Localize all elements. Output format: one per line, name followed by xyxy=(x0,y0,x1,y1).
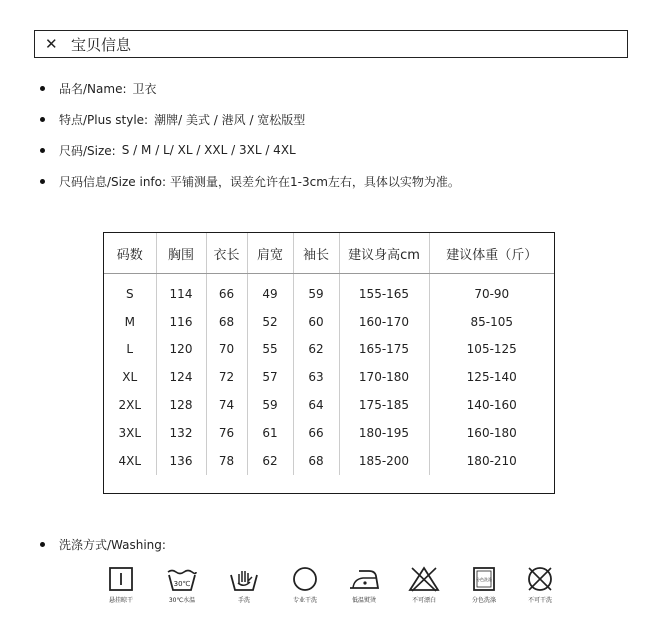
table-cell: 85-105 xyxy=(470,314,513,329)
hand-wash-icon xyxy=(228,566,260,592)
iron-low-icon xyxy=(347,566,381,592)
table-cell: 132 xyxy=(156,419,206,447)
col-header-weight: 建议体重（斤） xyxy=(429,233,554,274)
table-cell: 78 xyxy=(206,447,247,475)
table-cell: 175-185 xyxy=(339,391,429,419)
dry-clean-icon xyxy=(291,566,319,592)
table-cell: 136 xyxy=(156,447,206,475)
table-row xyxy=(104,447,554,475)
care-label: 不可干洗 xyxy=(527,597,552,604)
care-label: 不可漂白 xyxy=(411,597,436,604)
hang-dry-icon xyxy=(107,566,135,592)
table-cell: 60 xyxy=(293,308,339,336)
table-cell: 66 xyxy=(206,274,247,308)
table-cell: 74 xyxy=(206,391,247,419)
table-cell: 125-140 xyxy=(466,370,517,385)
care-label: 分色洗涤 xyxy=(471,597,496,604)
info-value: 卫衣 xyxy=(132,81,157,96)
info-label: 品名/Name: xyxy=(59,81,127,96)
col-header-length: 衣长 xyxy=(206,233,247,274)
care-item xyxy=(336,566,392,604)
table-cell: 105-125 xyxy=(466,342,517,357)
table-cell: 180-210 xyxy=(466,453,517,468)
info-label: 特点/Plus style: xyxy=(59,112,149,127)
table-row xyxy=(104,336,554,364)
table-cell: 68 xyxy=(206,308,247,336)
table-cell: 57 xyxy=(247,363,293,391)
care-label: 30℃水温 xyxy=(168,597,196,604)
info-item-name xyxy=(40,78,460,98)
bullet-dot-icon xyxy=(40,86,45,91)
no-tumble-dry-icon xyxy=(525,566,555,592)
table-cell: 155-165 xyxy=(339,274,429,308)
table-cell: 62 xyxy=(247,447,293,475)
wash-separately-icon xyxy=(470,566,498,592)
bullet-dot-icon xyxy=(40,179,45,184)
table-cell: 59 xyxy=(293,274,339,308)
table-cell: 64 xyxy=(293,391,339,419)
table-cell: 170-180 xyxy=(339,363,429,391)
info-label: 尺码/Size: xyxy=(59,143,116,158)
care-item xyxy=(512,566,568,604)
table-cell: 62 xyxy=(293,336,339,364)
care-item xyxy=(93,566,149,604)
table-cell: XL xyxy=(104,363,156,391)
wash-30-icon xyxy=(166,566,198,592)
table-cell: 160-180 xyxy=(466,425,517,440)
care-item xyxy=(154,566,210,604)
col-header-sleeve: 袖长 xyxy=(293,233,339,274)
bullet-dot-icon xyxy=(40,117,45,122)
care-item xyxy=(456,566,512,604)
info-item-size xyxy=(40,140,460,160)
info-value: S / M / L/ XL / XXL / 3XL / 4XL xyxy=(121,143,296,157)
table-cell: 76 xyxy=(206,419,247,447)
table-cell: 55 xyxy=(247,336,293,364)
table-cell: L xyxy=(104,336,156,364)
table-cell: 120 xyxy=(156,336,206,364)
bullet-dot-icon xyxy=(40,542,45,547)
table-cell: S xyxy=(104,274,156,308)
table-cell: 114 xyxy=(156,274,206,308)
table-cell: 63 xyxy=(293,363,339,391)
size-table-header-row xyxy=(104,233,554,274)
table-cell: 185-200 xyxy=(339,447,429,475)
table-cell: 124 xyxy=(156,363,206,391)
table-cell: 3XL xyxy=(104,419,156,447)
info-item-style xyxy=(40,109,460,129)
no-bleach-icon xyxy=(408,566,440,592)
size-chart xyxy=(103,232,555,494)
info-value: 潮牌/ 美式 / 港风 / 宽松版型 xyxy=(154,112,306,127)
col-header-chest: 胸围 xyxy=(156,233,206,274)
col-header-size: 码数 xyxy=(104,233,156,274)
close-icon[interactable]: ✕ xyxy=(45,35,58,53)
bullet-dot-icon xyxy=(40,148,45,153)
care-label: 手洗 xyxy=(237,597,250,604)
table-cell: 160-170 xyxy=(339,308,429,336)
care-item xyxy=(396,566,452,604)
table-cell: 66 xyxy=(293,419,339,447)
table-cell: 140-160 xyxy=(466,398,517,413)
wash-30-text: 30℃ xyxy=(173,580,191,588)
wash-separately-text: 分色洗涤 xyxy=(476,577,492,582)
care-item xyxy=(216,566,272,604)
table-cell: 52 xyxy=(247,308,293,336)
table-cell: 70 xyxy=(206,336,247,364)
table-cell: 165-175 xyxy=(339,336,429,364)
info-label: 尺码信息/Size info: xyxy=(59,174,167,189)
info-value: 平铺测量，误差允许在1-3cm左右，具体以实物为准。 xyxy=(170,174,460,189)
care-item xyxy=(277,566,333,604)
col-header-height: 建议身高cm xyxy=(339,233,429,274)
table-cell: 72 xyxy=(206,363,247,391)
table-row xyxy=(104,274,554,308)
table-cell: 128 xyxy=(156,391,206,419)
table-row xyxy=(104,419,554,447)
info-item-size-info xyxy=(40,171,460,191)
washing-label: 洗涤方式/Washing: xyxy=(59,538,166,552)
care-label: 低温熨烫 xyxy=(351,597,376,604)
table-cell: 4XL xyxy=(104,447,156,475)
table-cell: 59 xyxy=(247,391,293,419)
care-label: 专业干洗 xyxy=(292,597,317,604)
col-header-shoulder: 肩宽 xyxy=(247,233,293,274)
care-symbols xyxy=(0,566,656,616)
table-cell: 70-90 xyxy=(474,286,510,301)
table-cell: 61 xyxy=(247,419,293,447)
table-cell: M xyxy=(104,308,156,336)
product-info-list xyxy=(40,78,460,202)
washing-section-label xyxy=(40,536,166,553)
table-cell: 49 xyxy=(247,274,293,308)
care-label: 悬挂晾干 xyxy=(108,597,133,604)
header-title: 宝贝信息 xyxy=(71,35,132,54)
table-cell: 116 xyxy=(156,308,206,336)
table-cell: 2XL xyxy=(104,391,156,419)
table-cell: 68 xyxy=(293,447,339,475)
table-row xyxy=(104,391,554,419)
table-cell: 180-195 xyxy=(339,419,429,447)
table-row xyxy=(104,363,554,391)
table-row xyxy=(104,308,554,336)
info-header xyxy=(34,30,628,58)
